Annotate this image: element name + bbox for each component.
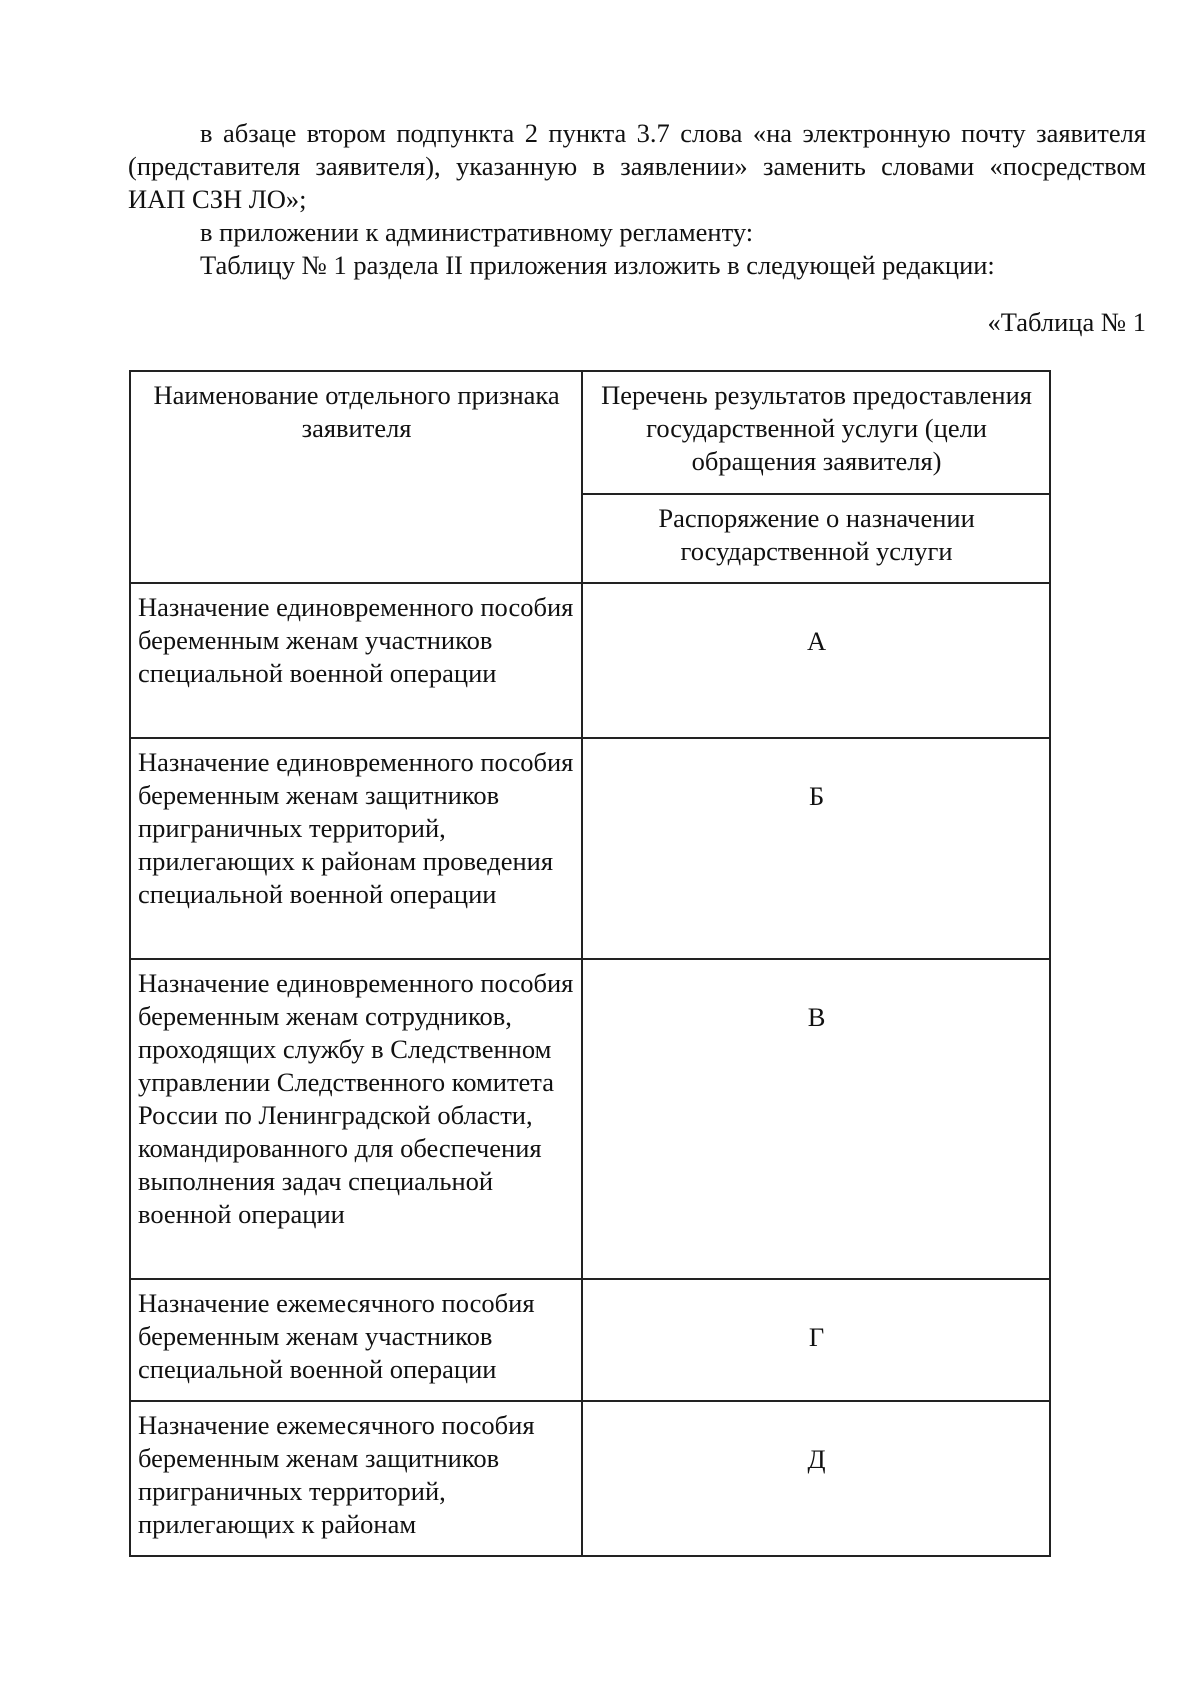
table-caption: «Таблица № 1 bbox=[987, 307, 1146, 337]
table-row bbox=[130, 738, 1050, 959]
row-feature-name: Назначение ежемесячного пособия беременным женам защитников приграничных территорий, прилегающих к районам bbox=[130, 1401, 582, 1556]
table-row bbox=[130, 1279, 1050, 1401]
row-result-cell bbox=[582, 1401, 1050, 1556]
row-feature-name: Назначение ежемесячного пособия беременным женам участников специальной военной операции bbox=[130, 1279, 582, 1401]
row-result-code: А bbox=[807, 626, 827, 656]
row-feature-name: Назначение единовременного пособия беременным женам защитников приграничных территорий, прилегающих к районам проведения специальной военной операции bbox=[130, 738, 582, 959]
table-row bbox=[130, 583, 1050, 738]
subheader-assignment-order: Распоряжение о назначении государственной услуги bbox=[582, 494, 1050, 583]
paragraph-amendment: в абзаце втором подпункта 2 пункта 3.7 слова «на электронную почту заявителя (представителя заявителя), указанную в заявлении» заменить словами «посредством ИАП СЗН ЛО»; bbox=[128, 118, 1146, 214]
paragraph-table-instruction: Таблицу № 1 раздела II приложения изложить в следующей редакции: bbox=[200, 250, 995, 280]
table-row bbox=[130, 1401, 1050, 1556]
row-result-code: Г bbox=[808, 1322, 825, 1352]
paragraph-appendix: в приложении к административному регламенту: bbox=[200, 217, 754, 247]
row-result-cell bbox=[582, 583, 1050, 738]
header-applicant-feature: Наименование отдельного признака заявителя bbox=[130, 371, 582, 583]
row-feature-name: Назначение единовременного пособия беременным женам сотрудников, проходящих службу в Следственном управлении Следственного комитета России по Ленинградской области, командированного для обеспечения выполнения задач специальной военной операции bbox=[130, 959, 582, 1279]
row-result-code: Б bbox=[808, 781, 825, 811]
row-result-code: В bbox=[807, 1002, 826, 1032]
applicant-features-table bbox=[129, 370, 1051, 1557]
header-service-results: Перечень результатов предоставления государственной услуги (цели обращения заявителя) bbox=[582, 371, 1050, 494]
row-result-code: Д bbox=[807, 1444, 826, 1474]
row-result-cell bbox=[582, 1279, 1050, 1401]
table-row bbox=[130, 959, 1050, 1279]
row-result-cell bbox=[582, 959, 1050, 1279]
row-result-cell bbox=[582, 738, 1050, 959]
row-feature-name: Назначение единовременного пособия беременным женам участников специальной военной операции bbox=[130, 583, 582, 738]
table-header-row bbox=[130, 371, 1050, 494]
